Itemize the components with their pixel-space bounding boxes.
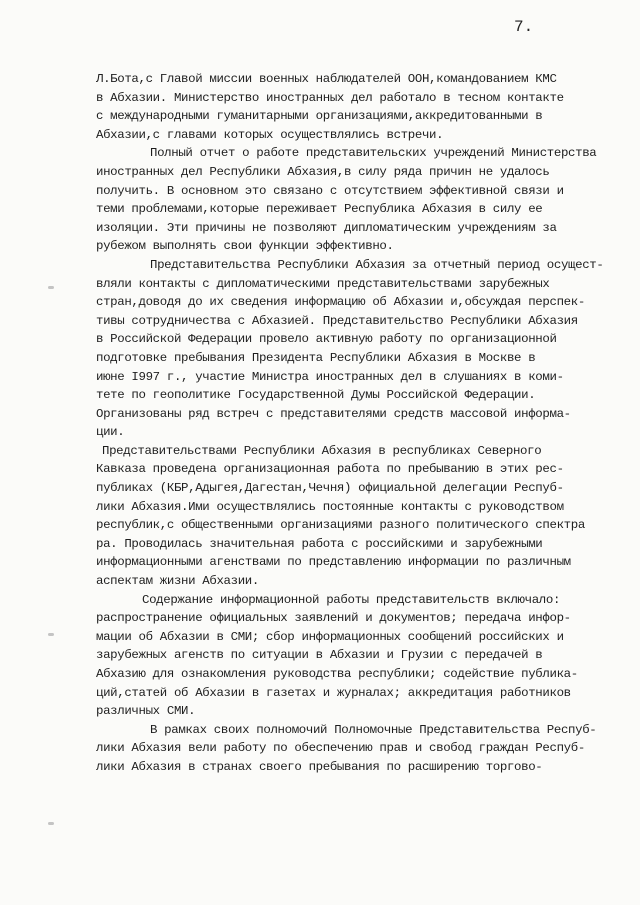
punch-hole-mark — [48, 633, 54, 636]
text-line: Представительства Республики Абхазия за отчетный период осущест- — [150, 257, 604, 272]
text-line: изоляции. Эти причины не позволяют дипломатическим учреждениям за — [96, 220, 557, 235]
text-line: вляли контакты с дипломатическими представительствами зарубежных — [96, 276, 550, 291]
text-line: Полный отчет о работе представительских учреждений Министерства — [150, 146, 597, 161]
paragraph-1 — [96, 70, 616, 144]
page-number: 7. — [514, 18, 534, 36]
text-line: Л.Бота,с Главой миссии военных наблюдателей ООН,командованием КМС — [96, 72, 557, 86]
text-line: рубежом выполнять свои функции эффективно. — [96, 239, 394, 254]
text-line: в Российской Федерации провело активную работу по организационной — [96, 332, 557, 347]
text-line: подготовке пребывания Президента Республики Абхазия в Москве в — [96, 350, 536, 365]
text-line: различных СМИ. — [96, 704, 196, 719]
punch-hole-mark — [48, 822, 54, 825]
text-line: тивы сотрудничества с Абхазией. Представительство Республики Абхазия — [96, 313, 578, 328]
paragraph-5 — [96, 591, 616, 721]
text-line: аспектам жизни Абхазии. — [96, 574, 259, 589]
paragraph-2 — [96, 144, 616, 256]
text-line: распространение официальных заявлений и документов; передача инфор- — [96, 611, 571, 626]
paragraph-3 — [96, 256, 616, 442]
text-line: получить. В основном это связано с отсутствием эффективной связи и — [96, 183, 564, 198]
text-line: иностранных дел Республики Абхазия,в силу ряда причин не удалось — [96, 164, 550, 179]
text-line: Содержание информационной работы представительств включало: — [142, 592, 561, 607]
text-line: ра. Проводилась значительная работа с российскими и зарубежными — [96, 536, 543, 551]
punch-hole-mark — [48, 286, 54, 289]
text-line: тете по геополитике Государственной Думы Российской Федерации. — [96, 388, 536, 403]
text-line: информационными агенствами по представлению информации по различным — [96, 555, 571, 570]
text-line: лики Абхазия.Ими осуществлялись постоянные контакты с руководством — [96, 499, 564, 514]
text-line: стран,доводя до их сведения информацию об Абхазии и,обсуждая перспек- — [96, 295, 585, 310]
text-line: Абхазию для ознакомления руководства республики; содействие публика- — [96, 667, 578, 681]
text-line: ций,статей об Абхазии в газетах и журналах; аккредитация работников — [96, 685, 571, 700]
text-line: лики Абхазия вели работу по обеспечению прав и свобод граждан Респуб- — [96, 741, 585, 756]
text-line: зарубежных агенств по ситуации в Абхазии и Грузии с передачей в — [96, 648, 543, 663]
text-line: Организованы ряд встреч с представителями средств массовой информа- — [96, 406, 571, 421]
text-line: июне I997 г., участие Министра иностранных дел в слушаниях в коми- — [96, 369, 564, 384]
text-line: публиках (КБР,Адыгея,Дагестан,Чечня) официальной делегации Респуб- — [96, 481, 564, 496]
text-line: лики Абхазия в странах своего пребывания по расширению торгово- — [96, 759, 543, 774]
text-line: Представительствами Республики Абхазия в республиках Северного — [102, 443, 542, 458]
text-line: с международными гуманитарными организациями,аккредитованными в — [96, 109, 543, 124]
paragraph-6 — [96, 721, 616, 777]
text-line: мации об Абхазии в СМИ; сбор информационных сообщений российских и — [96, 629, 564, 644]
text-line: Кавказа проведена организационная работа по пребыванию в этих рес- — [96, 462, 564, 477]
text-line: в Абхазии. Министерство иностранных дел работало в тесном контакте — [96, 90, 564, 105]
text-line: теми проблемами,которые переживает Республика Абхазия в силу ее — [96, 202, 543, 217]
text-line: В рамках своих полномочий Полномочные Представительства Респуб- — [150, 722, 597, 737]
text-line: ции. — [96, 425, 125, 440]
paragraph-4 — [96, 442, 616, 591]
text-line: республик,с общественными организациями разного политического спектра — [96, 518, 585, 533]
document-body — [96, 70, 616, 777]
text-line: Абхазии,с главами которых осуществлялись встречи. — [96, 127, 444, 142]
